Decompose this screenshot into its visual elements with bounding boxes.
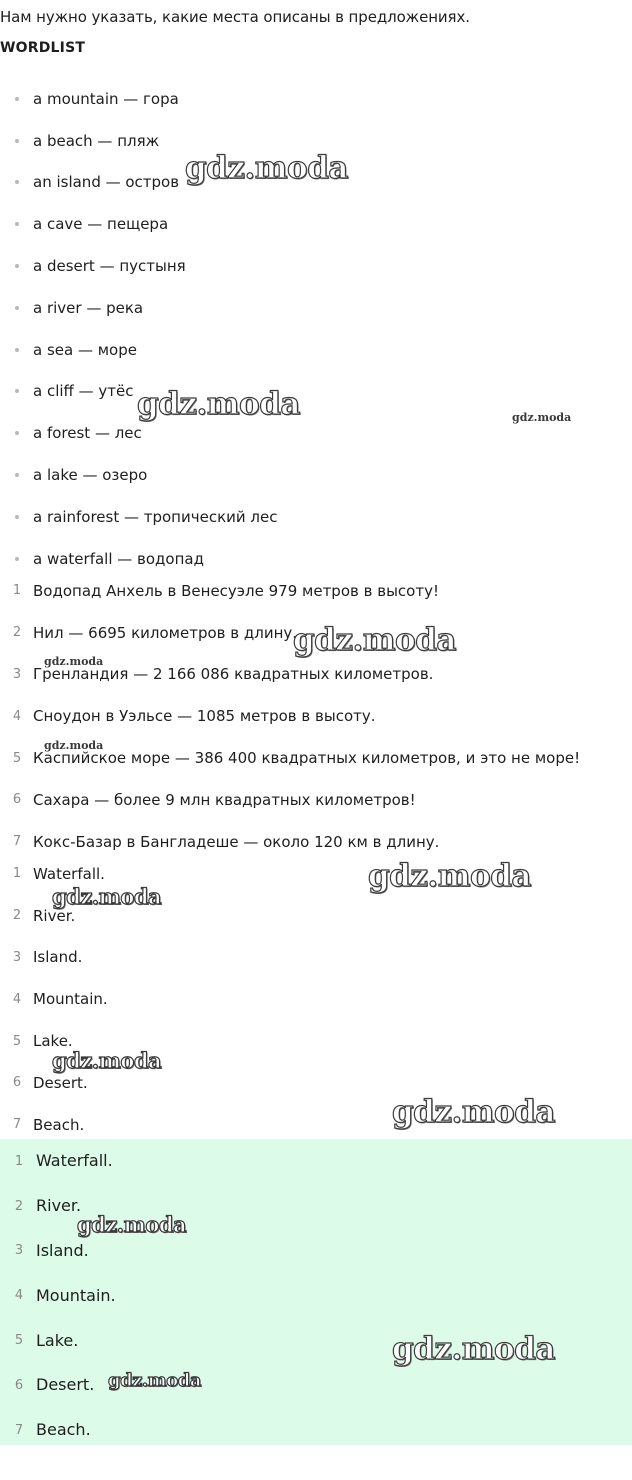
list-item: 2 River.: [14, 1196, 82, 1216]
list-item: a sea — море: [0, 329, 632, 371]
bullet-icon: [15, 222, 19, 226]
list-item: a waterfall — водопад: [0, 538, 632, 580]
list-item: a desert — пустыня: [0, 245, 632, 287]
list-item: 4 Mountain.: [12, 990, 108, 1009]
watermark: gdz.moda: [392, 1331, 555, 1367]
bullet-icon: [15, 306, 19, 310]
watermark: gdz.moda: [44, 655, 104, 668]
watermark: gdz.moda: [77, 1212, 187, 1237]
list-item: 6 Desert.: [14, 1375, 95, 1395]
list-item: 1 Waterfall.: [12, 864, 105, 883]
list-item: 7 Кокс-Базар в Бангладеше — около 120 км в длину.: [12, 832, 440, 851]
bullet-icon: [15, 180, 19, 184]
watermark: gdz.moda: [368, 858, 531, 894]
bullet-icon: [15, 139, 19, 143]
list-item: a beach — пляж: [0, 120, 632, 162]
list-item: 4 Mountain.: [14, 1285, 116, 1305]
list-item: a forest — лес: [0, 412, 632, 454]
list-item: 6 Desert.: [12, 1073, 88, 1092]
watermark: gdz.moda: [52, 1048, 162, 1073]
list-item: 2 River.: [12, 906, 76, 925]
list-item: a cliff — утёс: [0, 371, 632, 413]
list-item: an island — остров: [0, 162, 632, 204]
watermark: gdz.moda: [293, 622, 456, 658]
highlighted-answers-list: [0, 1139, 632, 1453]
bullet-icon: [15, 515, 19, 519]
list-item: 7 Beach.: [12, 1115, 85, 1134]
intro-text: Нам нужно указать, какие места описаны в предложениях.: [0, 8, 470, 26]
list-item: 5 Lake.: [12, 1032, 73, 1051]
list-item: a rainforest — тропический лес: [0, 496, 632, 538]
list-item: 1 Водопад Анхель в Венесуэле 979 метров в высоту!: [12, 581, 439, 600]
watermark: gdz.moda: [137, 386, 300, 422]
list-item: 3 Island.: [14, 1240, 89, 1260]
list-item: 4 Сноудон в Уэльсе — 1085 метров в высоту.: [12, 707, 376, 726]
list-item: 6 Сахара — более 9 млн квадратных километров!: [12, 790, 416, 809]
list-item: a river — река: [0, 287, 632, 329]
list-item: 5 Lake.: [14, 1330, 79, 1350]
list-item: a cave — пещера: [0, 203, 632, 245]
list-item: 1 Waterfall.: [14, 1151, 113, 1171]
list-item: 3 Гренландия — 2 166 086 квадратных километров.: [12, 665, 434, 684]
bullet-icon: [15, 97, 19, 101]
bullet-icon: [15, 264, 19, 268]
bullet-icon: [15, 431, 19, 435]
watermark: gdz.moda: [108, 1370, 201, 1391]
watermark: gdz.moda: [512, 411, 572, 424]
facts-list: [0, 570, 632, 863]
watermark: gdz.moda: [44, 739, 104, 752]
list-item: a mountain — гора: [0, 78, 632, 120]
watermark: gdz.moda: [52, 884, 162, 909]
list-item: 5 Каспийское море — 386 400 квадратных километров, и это не море!: [12, 749, 581, 768]
list-item: 3 Island.: [12, 948, 83, 967]
watermark: gdz.moda: [185, 150, 348, 186]
bullet-icon: [15, 557, 19, 561]
bullet-icon: [15, 348, 19, 352]
list-item: 7 Beach.: [14, 1420, 91, 1440]
wordlist-heading: WORDLIST: [0, 40, 86, 56]
list-item: a lake — озеро: [0, 454, 632, 496]
watermark: gdz.moda: [392, 1094, 555, 1130]
bullet-icon: [15, 473, 19, 477]
bullet-icon: [15, 389, 19, 393]
list-item: 2 Нил — 6695 километров в длину.: [12, 623, 298, 642]
